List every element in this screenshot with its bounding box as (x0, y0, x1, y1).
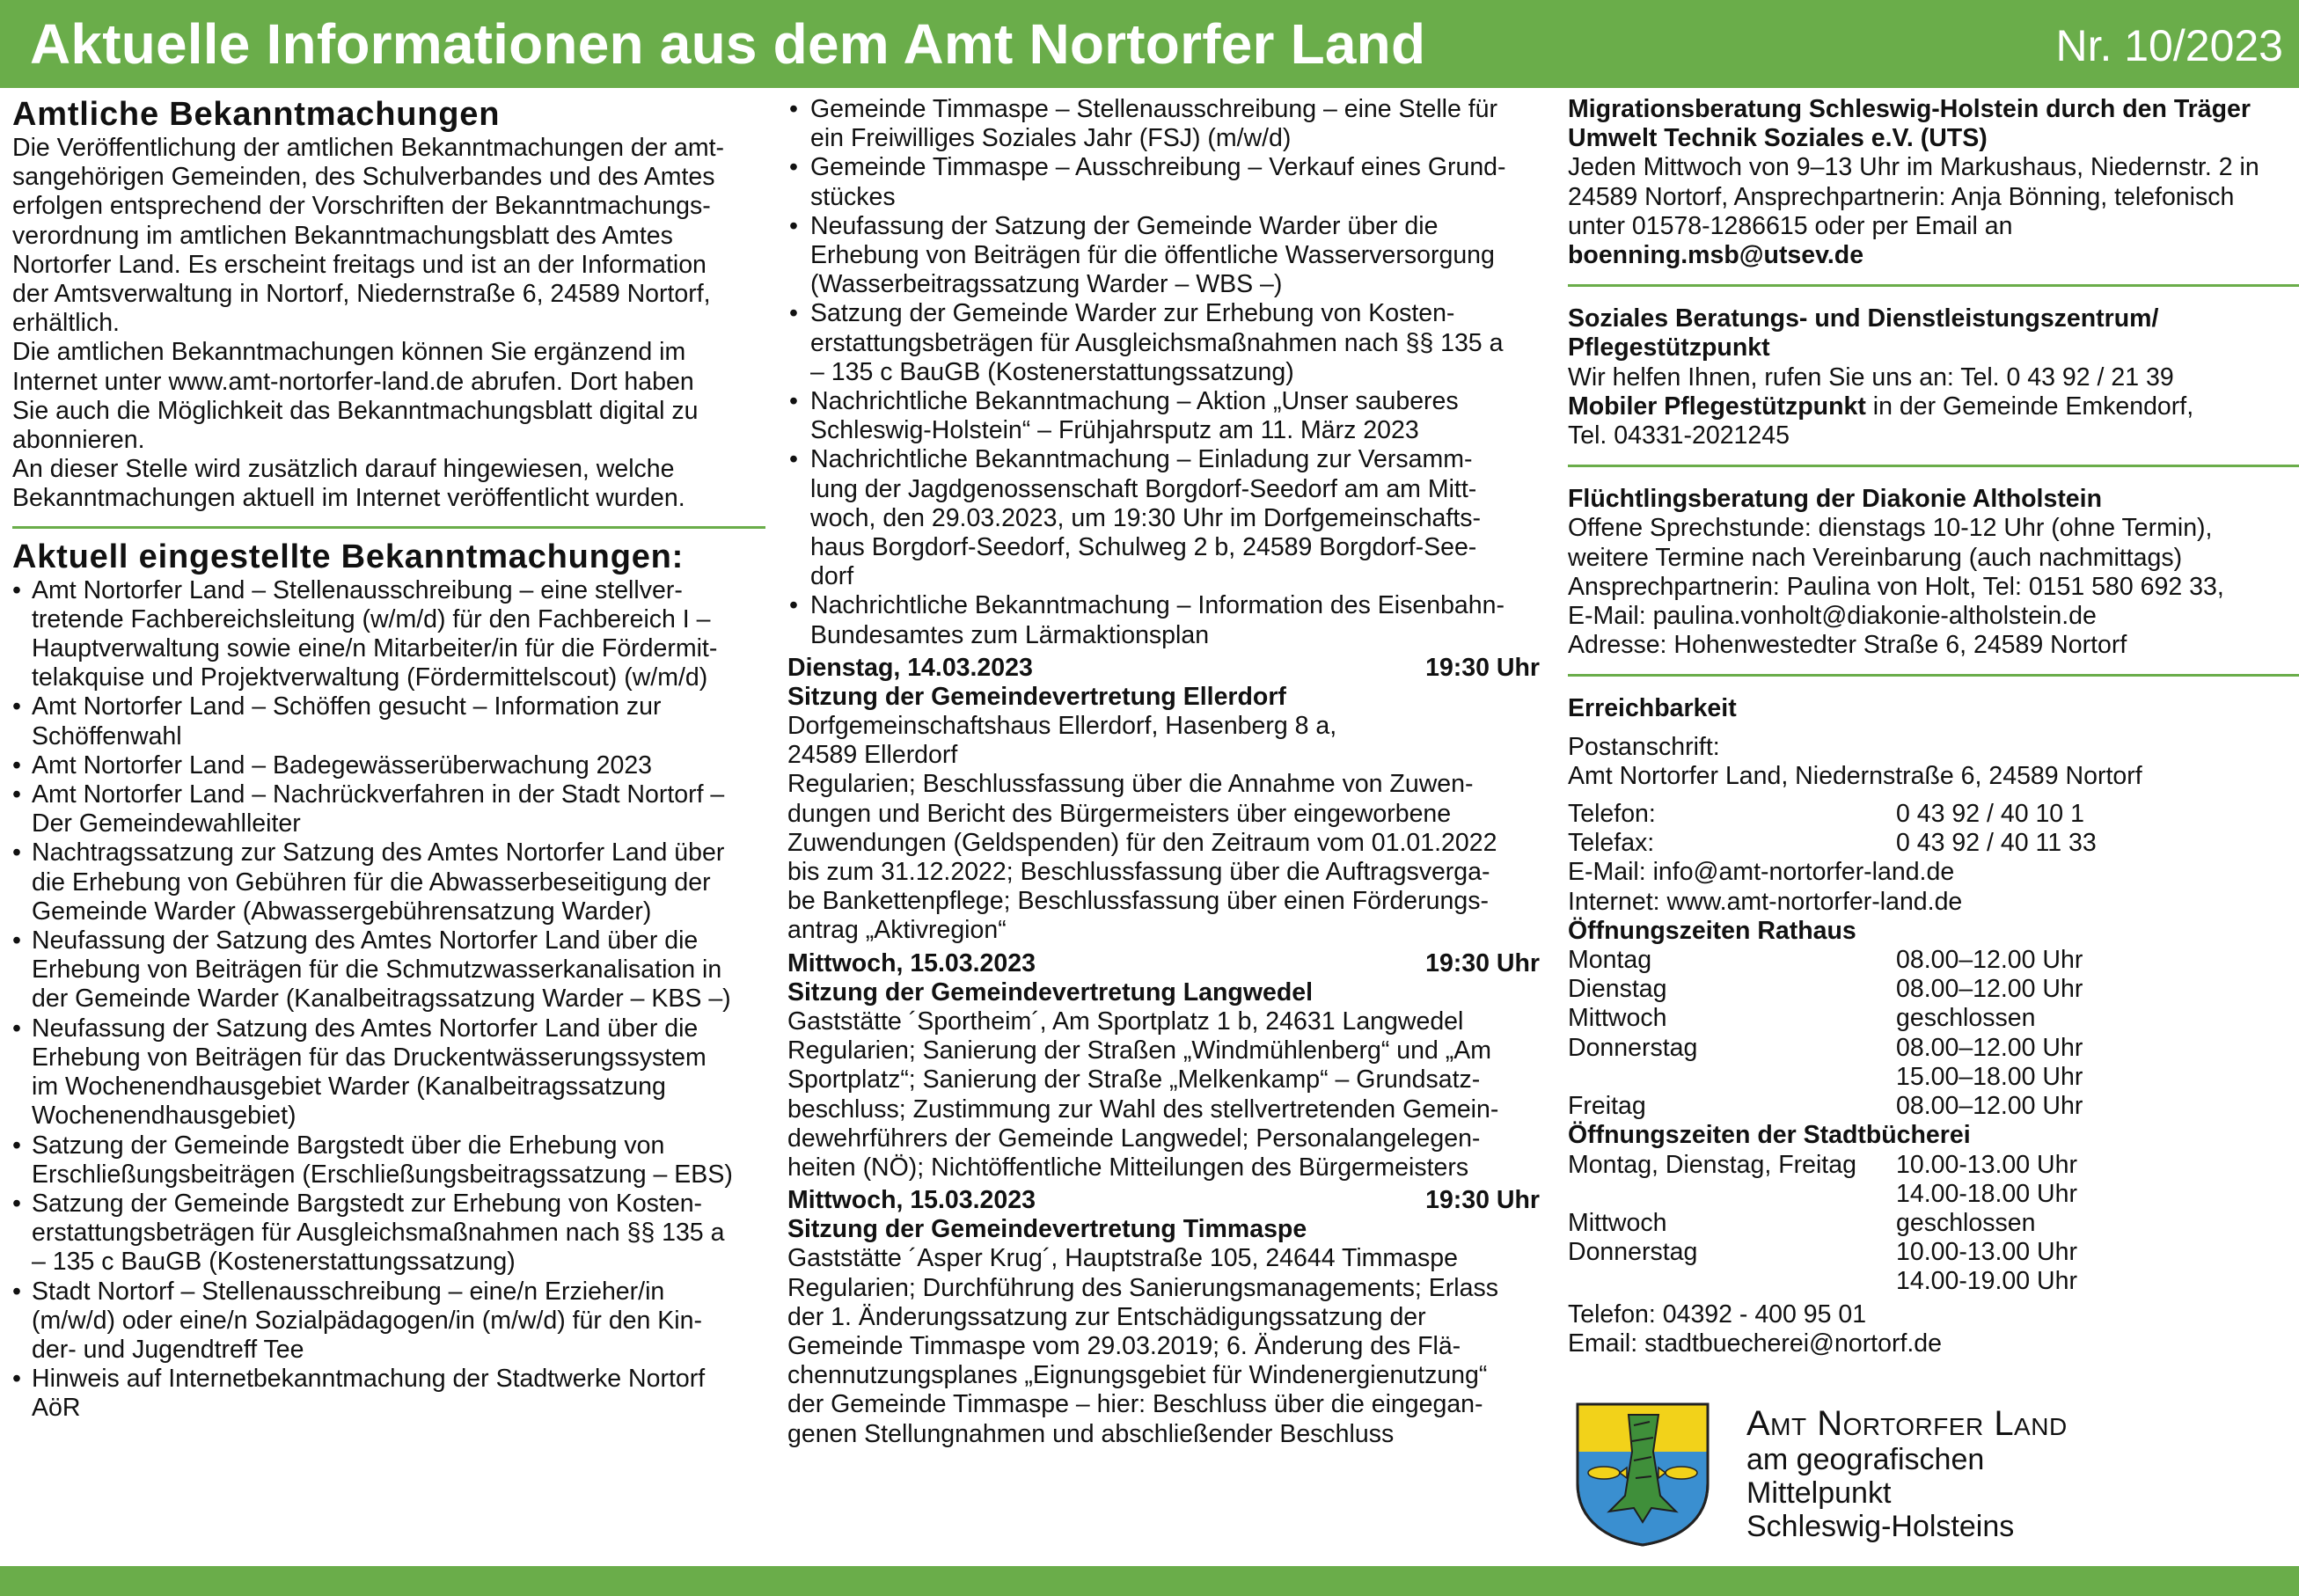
hours-day: Dienstag (1568, 975, 1667, 1004)
hours-day: Freitag (1568, 1092, 1646, 1121)
list-item-line: • Nachrichtliche Bekanntmachung – Einladung zur Versamm- (810, 445, 1473, 474)
list-item-line: der- und Jugendtreff Tee (32, 1335, 304, 1364)
section-heading-current-announcements: Aktuell eingestellte Bekanntmachungen: (12, 538, 685, 575)
section-heading-official-announcements: Amtliche Bekanntmachungen (12, 96, 501, 133)
list-item (12, 1190, 765, 1278)
meeting-line: beschluss; Zustimmung zur Wahl des stellvertretenden Gemein- (787, 1095, 1499, 1124)
hours-time: 15.00–18.00 Uhr (1896, 1062, 2083, 1091)
list-item-line: Schleswig-Holstein“ – Frühjahrsputz am 11. März 2023 (810, 416, 1419, 445)
list-item-line: lung der Jagdgenossenschaft Borgdorf-Seedorf am am Mitt- (810, 474, 1477, 503)
phone-number: 0 43 92 / 40 10 1 (1896, 800, 2084, 829)
phone-label: Telefon: (1568, 800, 1656, 829)
mobile-care-place: in der Gemeinde Emkendorf, (1865, 392, 2194, 421)
town-hall-hours (1568, 946, 2299, 1121)
list-item-line: (Wasserbeitragssatzung Warder – WBS –) (810, 270, 1283, 299)
hours-day (1568, 1180, 1896, 1209)
list-item (12, 926, 765, 1014)
list-item-line: • Gemeinde Timmaspe – Stellenausschreibung – eine Stelle für (810, 95, 1498, 123)
postal-label: Postanschrift: (1568, 732, 1720, 761)
meeting-line: genen Stellungnahmen und abschließender Beschluss (787, 1419, 1395, 1448)
refugee-text (1568, 514, 2299, 660)
list-item (787, 445, 1540, 591)
paragraph-line: Die Veröffentlichung der amtlichen Bekanntmachungen der amt- (12, 134, 725, 162)
meeting-date: Dienstag, 14.03.2023 (787, 653, 1033, 682)
coat-of-arms-logo (1572, 1399, 1713, 1548)
migration-text (1568, 153, 2299, 241)
meeting-header (787, 654, 1540, 683)
list-item (787, 591, 1540, 649)
meeting-header (787, 949, 1540, 978)
list-item-line: ein Freiwilliges Soziales Jahr (FSJ) (m/w/d) (810, 124, 1292, 153)
fax-row (1568, 829, 2299, 858)
meeting-line: Regularien; Sanierung der Straßen „Windmühlenberg“ und „Am (787, 1036, 1491, 1065)
hours-day: Mittwoch (1568, 1004, 1667, 1033)
list-item-line: dorf (810, 562, 854, 591)
library-hours-row (1568, 1151, 2299, 1180)
mobile-care-line (1568, 392, 2299, 421)
meeting-title: Sitzung der Gemeindevertretung Ellerdorf (787, 682, 1286, 711)
migration-email: boenning.msb@utsev.de (1568, 241, 1864, 270)
refugee-title: Flüchtlingsberatung der Diakonie Altholstein (1568, 485, 2102, 514)
refugee-counselling (1568, 485, 2299, 660)
refugee-text-line: weitere Termine nach Vereinbarung (auch nachmittags) (1568, 543, 2183, 572)
list-item-line: – 135 c BauGB (Kostenerstattungssatzung) (810, 357, 1294, 386)
meeting-line: antrag „Aktivregion“ (787, 916, 1007, 945)
list-item-line: • Neufassung der Satzung des Amtes Nortorfer Land über die (32, 1014, 699, 1043)
list-item-line: woch, den 29.03.2023, um 19:30 Uhr im Dorfgemeinschafts- (810, 503, 1481, 532)
meeting-line: bis zum 31.12.2022; Beschlussfassung über die Auftragsverga- (787, 858, 1490, 887)
list-item (787, 212, 1540, 300)
list-item (12, 576, 765, 693)
footer-bar (0, 1566, 2299, 1596)
list-item-line: • Nachrichtliche Bekanntmachung – Information des Eisenbahn- (810, 591, 1505, 620)
paragraph-line: Nortorfer Land. Es erscheint freitags und ist an der Information (12, 250, 707, 279)
logo-name: Amt Nortorfer Land (1746, 1404, 2068, 1443)
hours-time: 14.00-18.00 Uhr (1896, 1179, 2077, 1208)
list-item (12, 1131, 765, 1190)
list-item (12, 1278, 765, 1365)
town-hall-hours-row (1568, 975, 2299, 1004)
library-email: Email: stadtbuecherei@nortorf.de (1568, 1329, 1942, 1358)
contact-title: Erreichbarkeit (1568, 694, 1737, 723)
meeting-line: Regularien; Durchführung des Sanierungsmanagements; Erlass (787, 1273, 1498, 1302)
meeting-date: Mittwoch, 15.03.2023 (787, 1186, 1036, 1215)
meeting-time: 19:30 Uhr (1425, 948, 1540, 977)
list-item (787, 153, 1540, 211)
fax-label: Telefax: (1568, 829, 1655, 858)
migration-text-line: Jeden Mittwoch von 9–13 Uhr im Markushaus, Niedernstr. 2 in (1568, 153, 2259, 182)
official-announcements-text (12, 134, 765, 514)
hours-time: geschlossen (1896, 1208, 2036, 1237)
social-phone-line: Wir helfen Ihnen, rufen Sie uns an: Tel. 0 43 92 / 21 39 (1568, 362, 2174, 392)
meeting-entry (787, 1186, 1540, 1449)
list-item-line: Gemeinde Warder (Abwassergebührensatzung Warder) (32, 897, 652, 926)
social-service-center (1568, 304, 2299, 450)
postal-address: Amt Nortorfer Land, Niedernstraße 6, 24589 Nortorf (1568, 761, 2142, 790)
hours-day (1568, 1063, 1896, 1092)
hours-time: 10.00-13.00 Uhr (1896, 1238, 2077, 1267)
list-item-line: AöR (32, 1394, 81, 1423)
meeting-time: 19:30 Uhr (1425, 653, 1540, 682)
list-item-line: Der Gemeindewahlleiter (32, 809, 301, 838)
migration-title-line: Migrationsberatung Schleswig-Holstein durch den Träger (1568, 95, 2251, 123)
hours-day: Montag, Dienstag, Freitag (1568, 1150, 1856, 1179)
hours-day: Montag (1568, 946, 1652, 975)
announcement-list-continued (787, 95, 1540, 650)
logo-text (1746, 1404, 2068, 1543)
page-header (0, 0, 2299, 88)
meeting-line: Sportplatz“; Sanierung der Straße „Melkenkamp“ – Grundsatz- (787, 1065, 1481, 1095)
contact-email: E-Mail: info@amt-nortorfer-land.de (1568, 858, 1955, 887)
list-item-line: • Stadt Nortorf – Stellenausschreibung – eine/n Erzieher/in (32, 1277, 665, 1306)
hours-time: 08.00–12.00 Uhr (1896, 1033, 2083, 1062)
meeting-line: Gemeinde Timmaspe vom 29.03.2019; 6. Änderung des Flä- (787, 1331, 1461, 1360)
meeting-list (787, 654, 1540, 1449)
section-divider (1568, 465, 2299, 467)
town-hall-hours-row (1568, 1092, 2299, 1121)
section-divider (1568, 284, 2299, 287)
meeting-line: heiten (NÖ); Nichtöffentliche Mitteilungen des Bürgermeisters (787, 1153, 1469, 1182)
migration-text-line: 24589 Nortorf, Ansprechpartnerin: Anja Bönning, telefonisch (1568, 182, 2235, 211)
list-item-line: • Neufassung der Satzung des Amtes Nortorfer Land über die (32, 926, 699, 955)
list-item (12, 1014, 765, 1131)
library-hours-row (1568, 1180, 2299, 1209)
list-item-line: haus Borgdorf-Seedorf, Schulweg 2 b, 24589 Borgdorf-See- (810, 533, 1477, 562)
list-item-line: – 135 c BauGB (Kostenerstattungssatzung) (32, 1248, 516, 1277)
mobile-care-label: Mobiler Pflegestützpunkt (1568, 392, 1866, 421)
logo-sub-3: Schleswig-Holsteins (1746, 1510, 2015, 1543)
column-middle (787, 95, 1540, 1449)
list-item-line: Wochenendhausgebiet) (32, 1102, 297, 1131)
migration-counselling (1568, 95, 2299, 270)
list-item-line: • Gemeinde Timmaspe – Ausschreibung – Verkauf eines Grund- (810, 153, 1506, 182)
hours-time: geschlossen (1896, 1004, 2036, 1033)
list-item-line: • Nachtragssatzung zur Satzung des Amtes Nortorfer Land über (32, 838, 725, 868)
paragraph-line: sangehörigen Gemeinden, des Schulverbandes und des Amtes (12, 163, 715, 192)
migration-text-line: unter 01578-1286615 oder per Email an (1568, 211, 2013, 240)
refugee-text-line: Ansprechpartnerin: Paulina von Holt, Tel: 0151 580 692 33, (1568, 572, 2224, 601)
list-item-line: • Satzung der Gemeinde Bargstedt zur Erhebung von Kosten- (32, 1189, 703, 1218)
meeting-line: be Bankettenpflege; Beschlussfassung über einen Förderungs- (787, 887, 1489, 916)
list-item-line: erstattungsbeträgen für Ausgleichsmaßnahmen nach §§ 135 a (810, 328, 1504, 357)
logo-sub-2: Mittelpunkt (1746, 1476, 1892, 1510)
hours-day: Mittwoch (1568, 1208, 1667, 1237)
contact-website: Internet: www.amt-nortorfer-land.de (1568, 887, 1963, 916)
list-item-line: erstattungsbeträgen für Ausgleichsmaßnahmen nach §§ 135 a (32, 1219, 725, 1248)
hours-time: 14.00-19.00 Uhr (1896, 1267, 2077, 1296)
meeting-line: der 1. Änderungssatzung zur Entschädigungssatzung der (787, 1302, 1426, 1331)
library-hours-row (1568, 1267, 2299, 1296)
town-hall-hours-title: Öffnungszeiten Rathaus (1568, 916, 1856, 945)
paragraph-line: Sie auch die Möglichkeit das Bekanntmachungsblatt digital zu (12, 396, 699, 425)
library-hours-title: Öffnungszeiten der Stadtbücherei (1568, 1121, 1971, 1150)
hours-day: Donnerstag (1568, 1238, 1698, 1267)
meeting-line: Dorfgemeinschaftshaus Ellerdorf, Hasenberg 8 a, (787, 712, 1337, 741)
list-item-line: Bundesamtes zum Lärmaktionsplan (810, 620, 1210, 649)
list-item-line: Erschließungsbeiträgen (Erschließungsbeitragssatzung – EBS) (32, 1160, 733, 1189)
list-item-line: Hauptverwaltung sowie eine/n Mitarbeiter/in für die Fördermit- (32, 634, 718, 663)
paragraph-line: Die amtlichen Bekanntmachungen können Sie ergänzend im (12, 338, 686, 367)
meeting-line: Gaststätte ´Sportheim´, Am Sportplatz 1 b, 24631 Langwedel (787, 1007, 1464, 1036)
town-hall-hours-row (1568, 1034, 2299, 1063)
list-item-line: stückes (810, 182, 896, 211)
migration-title (1568, 95, 2299, 153)
list-item-line: Schöffenwahl (32, 721, 182, 750)
library-phone: Telefon: 04392 - 400 95 01 (1568, 1299, 1867, 1329)
paragraph-line: erfolgen entsprechend der Vorschriften der Bekanntmachungs- (12, 192, 711, 221)
list-item-line: der Gemeinde Warder (Kanalbeitragssatzung Warder – KBS –) (32, 985, 731, 1014)
refugee-text-line: Offene Sprechstunde: dienstags 10-12 Uhr (ohne Termin), (1568, 514, 2213, 543)
list-item-line: (m/w/d) oder eine/n Sozialpädagogen/in (m/w/d) für den Kin- (32, 1306, 702, 1335)
list-item (787, 95, 1540, 153)
list-item-line: • Neufassung der Satzung der Gemeinde Warder über die (810, 211, 1439, 240)
list-item (12, 751, 765, 780)
list-item-line: • Amt Nortorfer Land – Schöffen gesucht – Information zur (32, 692, 662, 721)
meeting-entry (787, 654, 1540, 946)
meeting-header (787, 1186, 1540, 1215)
town-hall-hours-row (1568, 1063, 2299, 1092)
hours-day: Donnerstag (1568, 1033, 1698, 1062)
hours-time: 08.00–12.00 Uhr (1896, 1092, 2083, 1121)
list-item-line: • Satzung der Gemeinde Warder zur Erhebung von Kosten- (810, 299, 1455, 328)
section-divider (1568, 674, 2299, 677)
meeting-entry (787, 949, 1540, 1182)
meeting-line: dungen und Bericht des Bürgermeisters über eingeworbene (787, 799, 1452, 828)
phone-row (1568, 800, 2299, 829)
town-hall-hours-row (1568, 946, 2299, 975)
list-item-line: • Amt Nortorfer Land – Stellenausschreibung – eine stellver- (32, 575, 683, 604)
meeting-line: dewehrführers der Gemeinde Langwedel; Personalangelegen- (787, 1124, 1481, 1153)
list-item-line: • Nachrichtliche Bekanntmachung – Aktion „Unser sauberes (810, 387, 1459, 416)
meeting-title: Sitzung der Gemeindevertretung Timmaspe (787, 1215, 1307, 1244)
list-item (787, 387, 1540, 445)
meeting-date: Mittwoch, 15.03.2023 (787, 948, 1036, 977)
logo-sub-1: am geografischen (1746, 1443, 1985, 1476)
town-hall-hours-row (1568, 1004, 2299, 1033)
list-item-line: Erhebung von Beiträgen für das Druckentwässerungssystem (32, 1043, 707, 1072)
paragraph-line: Bekanntmachungen aktuell im Internet veröffentlicht wurden. (12, 484, 685, 513)
announcement-list (12, 576, 765, 1424)
meeting-title: Sitzung der Gemeindevertretung Langwedel (787, 977, 1314, 1007)
paragraph-line: An dieser Stelle wird zusätzlich darauf hingewiesen, welche (12, 455, 675, 484)
social-title-line: Pflegestützpunkt (1568, 333, 1770, 362)
list-item-line: tretende Fachbereichsleitung (w/m/d) für den Fachbereich I – (32, 604, 711, 633)
coat-of-arms-icon (1572, 1399, 1713, 1548)
meeting-line: Regularien; Beschlussfassung über die Annahme von Zuwen- (787, 770, 1474, 799)
paragraph-line: verordnung im amtlichen Bekanntmachungsblatt des Amtes (12, 221, 673, 250)
social-title-line: Soziales Beratungs- und Dienstleistungszentrum/ (1568, 304, 2159, 333)
refugee-text-line: E-Mail: paulina.vonholt@diakonie-altholstein.de (1568, 602, 2097, 631)
column-right (1568, 95, 2299, 1358)
library-hours-row (1568, 1238, 2299, 1267)
hours-time: 10.00-13.00 Uhr (1896, 1150, 2077, 1179)
list-item (787, 299, 1540, 387)
fax-number: 0 43 92 / 40 11 33 (1896, 829, 2097, 858)
list-item (12, 692, 765, 750)
list-item-line: Erhebung von Beiträgen für die Schmutzwasserkanalisation in (32, 955, 722, 985)
list-item-line: Erhebung von Beiträgen für die öffentliche Wasserversorgung (810, 241, 1495, 270)
paragraph-line: erhältlich. (12, 309, 120, 338)
list-item-line: im Wochenendhausgebiet Warder (Kanalbeitragssatzung (32, 1073, 666, 1102)
mobile-care-phone: Tel. 04331-2021245 (1568, 421, 1790, 450)
meeting-line: chennutzungsplanes „Eignungsgebiet für Windenergienutzung“ (787, 1361, 1488, 1390)
list-item-line: • Hinweis auf Internetbekanntmachung der Stadtwerke Nortorf (32, 1365, 706, 1394)
list-item-line: • Amt Nortorfer Land – Nachrückverfahren in der Stadt Nortorf – (32, 780, 725, 809)
paragraph-line: der Amtsverwaltung in Nortorf, Niedernstraße 6, 24589 Nortorf, (12, 280, 711, 309)
meeting-line: Zuwendungen (Geldspenden) für den Zeitraum vom 01.01.2022 (787, 828, 1497, 857)
list-item-line: telakquise und Projektverwaltung (Fördermittelscout) (w/m/d) (32, 663, 708, 692)
list-item-line: die Erhebung von Gebühren für die Abwasserbeseitigung der (32, 868, 711, 897)
page-title: Aktuelle Informationen aus dem Amt Nortorfer Land (30, 12, 1426, 76)
meeting-line: der Gemeinde Timmaspe – hier: Beschluss über die eingegan- (787, 1390, 1483, 1419)
list-item-line: • Amt Nortorfer Land – Badegewässerüberwachung 2023 (32, 750, 653, 780)
contact-info (1568, 694, 2299, 1358)
column-left (12, 95, 765, 1424)
paragraph-line: abonnieren. (12, 426, 145, 455)
refugee-text-line: Adresse: Hohenwestedter Straße 6, 24589 Nortorf (1568, 631, 2127, 660)
hours-time: 08.00–12.00 Uhr (1896, 946, 2083, 975)
paragraph-line: Internet unter www.amt-nortorfer-land.de abrufen. Dort haben (12, 367, 694, 396)
hours-time: 08.00–12.00 Uhr (1896, 975, 2083, 1004)
section-divider (12, 526, 765, 529)
meeting-time: 19:30 Uhr (1425, 1186, 1540, 1215)
meeting-line: Gaststätte ´Asper Krug´, Hauptstraße 105, 24644 Timmaspe (787, 1244, 1458, 1273)
list-item-line: • Satzung der Gemeinde Bargstedt über die Erhebung von (32, 1131, 665, 1160)
list-item (12, 838, 765, 926)
hours-day (1568, 1267, 1896, 1296)
list-item (12, 1365, 765, 1423)
issue-number: Nr. 10/2023 (2055, 21, 2283, 70)
library-hours-row (1568, 1209, 2299, 1238)
meeting-line: 24589 Ellerdorf (787, 741, 958, 770)
social-title (1568, 304, 2299, 362)
library-hours (1568, 1151, 2299, 1297)
migration-title-line: Umwelt Technik Soziales e.V. (UTS) (1568, 124, 1988, 153)
list-item (12, 780, 765, 838)
